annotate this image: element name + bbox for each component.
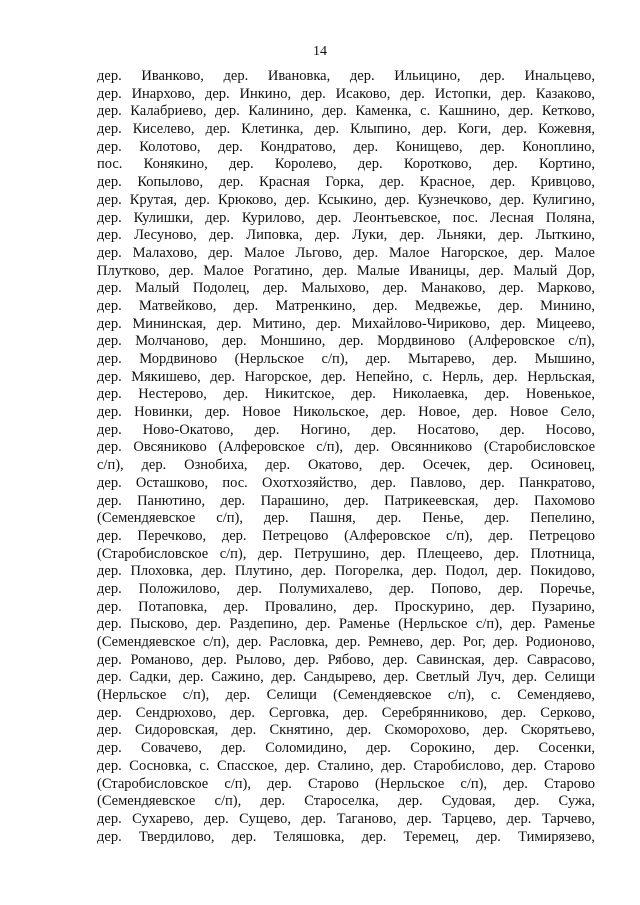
text-line: дер. Нестерово, дер. Никитское, дер. Николаевка, дер. Новенькое,	[97, 386, 595, 403]
text-line: дер. Сухарево, дер. Сущево, дер. Таганово, дер. Тарцево, дер. Тарчево,	[97, 810, 595, 827]
text-line: (Семендяевское с/п), дер. Расловка, дер. Ремнево, дер. Рог, дер. Родионово,	[97, 634, 595, 650]
text-line: дер. Твердилово, дер. Теляшовка, дер. Теремец, дер. Тимирязево,	[97, 828, 595, 845]
text-line: дер. Сендрюхово, дер. Серговка, дер. Серебрянниково, дер. Серково,	[97, 704, 595, 721]
text-line: дер. Романово, дер. Рылово, дер. Рябово, дер. Савинская, дер. Саврасово,	[97, 651, 595, 668]
text-line: дер. Осташково, пос. Охотхозяйство, дер. Павлово, дер. Панкратово,	[97, 474, 595, 491]
text-line: дер. Ново-Окатово, дер. Ногино, дер. Носатово, дер. Носово,	[97, 421, 595, 438]
text-line: (Нерльское с/п), дер. Селищи (Семендяевское с/п), с. Семендяево,	[97, 687, 595, 704]
text-line: дер. Мининская, дер. Митино, дер. Михайлово-Чириково, дер. Мицеево,	[97, 315, 595, 332]
text-line: (Семендяевское с/п), дер. Пашня, дер. Пенье, дер. Пепелино,	[97, 510, 595, 527]
text-line: дер. Перечково, дер. Петрецово (Алферовское с/п), дер. Петрецово	[97, 527, 595, 544]
text-line: дер. Копылово, дер. Красная Горка, дер. Красное, дер. Кривцово,	[97, 174, 595, 191]
text-line: дер. Малый Подолец, дер. Малыхово, дер. Манаково, дер. Марково,	[97, 280, 595, 297]
text-line: дер. Иванково, дер. Ивановка, дер. Ильицино, дер. Инальцево,	[97, 68, 595, 84]
text-line: пос. Конякино, дер. Королево, дер. Коротково, дер. Кортино,	[97, 156, 595, 173]
text-line: дер. Пысково, дер. Раздепино, дер. Раменье (Нерльское с/п), дер. Раменье	[97, 616, 595, 633]
text-line: дер. Мордвиново (Нерльское с/п), дер. Мытарево, дер. Мышино,	[97, 351, 595, 367]
text-line: дер. Матвейково, дер. Матренкино, дер. Медвежье, дер. Минино,	[97, 297, 595, 314]
body-text	[97, 68, 595, 846]
text-line: дер. Мякишево, дер. Нагорское, дер. Непейно, с. Нерль, дер. Нерльская,	[97, 368, 595, 385]
text-line: с/п), дер. Ознобиха, дер. Окатово, дер. Осечек, дер. Осиновец,	[97, 457, 595, 474]
text-line: дер. Совачево, дер. Соломидино, дер. Сорокино, дер. Сосенки,	[97, 740, 595, 757]
text-line: дер. Киселево, дер. Клетинка, дер. Клыпино, дер. Коги, дер. Кожевня,	[97, 121, 595, 138]
text-line: дер. Сидоровская, дер. Скнятино, дер. Скоморохово, дер. Скорятьево,	[97, 722, 595, 739]
text-line: дер. Панютино, дер. Парашино, дер. Патрикеевская, дер. Пахомово	[97, 492, 595, 509]
text-line: дер. Калабриево, дер. Калинино, дер. Каменка, с. Кашнино, дер. Кетково,	[97, 103, 595, 120]
text-line: Плутково, дер. Малое Рогатино, дер. Малые Иваницы, дер. Малый Дор,	[97, 262, 595, 279]
text-line: дер. Малахово, дер. Малое Льгово, дер. Малое Нагорское, дер. Малое	[97, 244, 595, 261]
text-line: дер. Крутая, дер. Крюково, дер. Ксыкино, дер. Кузнечково, дер. Кулигино,	[97, 191, 595, 208]
text-line: дер. Инархово, дер. Инкино, дер. Исаково, дер. Истопки, дер. Казаково,	[97, 85, 595, 102]
text-line: дер. Новинки, дер. Новое Никольское, дер. Новое, дер. Новое Село,	[97, 404, 595, 421]
text-line: дер. Молчаново, дер. Моншино, дер. Мордвиново (Алферовское с/п),	[97, 333, 595, 350]
page-number: 14	[313, 44, 327, 59]
text-line: дер. Овсяниково (Алферовское с/п), дер. Овсянниково (Старобисловское	[97, 439, 595, 456]
text-line: (Старобисловское с/п), дер. Петрушино, дер. Плещеево, дер. Плотница,	[97, 545, 595, 562]
text-line: дер. Положилово, дер. Полумихалево, дер. Попово, дер. Поречье,	[97, 580, 595, 597]
text-line: дер. Плоховка, дер. Плутино, дер. Погорелка, дер. Подол, дер. Покидово,	[97, 563, 595, 580]
text-line: дер. Садки, дер. Сажино, дер. Сандырево, дер. Светлый Луч, дер. Селищи	[97, 669, 595, 686]
text-line: дер. Кулишки, дер. Курилово, дер. Леонтьевское, пос. Лесная Поляна,	[97, 209, 595, 226]
text-line: дер. Лесуново, дер. Липовка, дер. Луки, дер. Льняки, дер. Лыткино,	[97, 227, 595, 244]
text-line: (Семендяевское с/п), дер. Староселка, дер. Судовая, дер. Сужа,	[97, 793, 595, 810]
text-line: дер. Сосновка, с. Спасское, дер. Сталино, дер. Старобислово, дер. Старово	[97, 757, 595, 774]
text-line: (Старобисловское с/п), дер. Старово (Нерльское с/п), дер. Старово	[97, 775, 595, 792]
text-line: дер. Потаповка, дер. Провалино, дер. Проскурино, дер. Пузарино,	[97, 598, 595, 615]
text-line: дер. Колотово, дер. Кондратово, дер. Конищево, дер. Коноплино,	[97, 138, 595, 155]
